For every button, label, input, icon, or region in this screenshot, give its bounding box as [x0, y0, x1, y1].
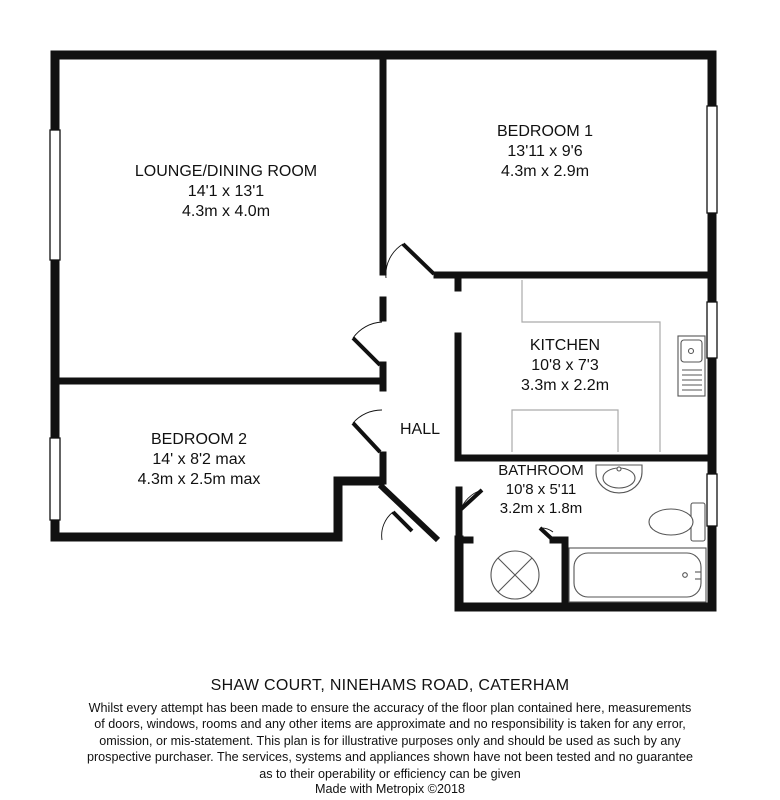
- window-lounge: [50, 130, 60, 260]
- room-label-lounge: [108, 162, 344, 222]
- cooker-outline: [512, 410, 618, 452]
- window-kitchen: [707, 302, 717, 358]
- room-label-hall: [388, 420, 452, 440]
- room-name: BEDROOM 2: [150, 431, 247, 448]
- room-name: HALL: [399, 421, 441, 438]
- room-size-metric: 4.3m x 2.5m max: [137, 471, 261, 488]
- disclaimer-line: prospective purchaser. The services, systems and appliances shown have not been tested and no guarantee: [86, 750, 694, 765]
- room-size-metric: 4.3m x 2.9m: [500, 163, 590, 180]
- cylinder-cupboard-icon: [491, 551, 539, 599]
- disclaimer-line: Whilst every attempt has been made to ensure the accuracy of the floor plan contained here, measurements: [88, 701, 692, 715]
- disclaimer: [0, 700, 780, 782]
- disclaimer-line: of doors, windows, rooms and any other items are approximate and no responsibility is taken for any error,: [94, 717, 686, 732]
- basin-icon: [596, 465, 642, 493]
- window-bedroom2: [50, 438, 60, 520]
- room-label-bathroom: [484, 461, 598, 518]
- disclaimer-line: as to their operability or efficiency can be given: [259, 766, 521, 781]
- window-bedroom1: [707, 106, 717, 213]
- room-size-imperial: 10'8 x 5'11: [505, 481, 577, 498]
- room-size-metric: 3.2m x 1.8m: [499, 500, 583, 517]
- room-size-metric: 4.3m x 4.0m: [181, 203, 271, 220]
- sink-icon: [678, 336, 705, 396]
- property-address: SHAW COURT, NINEHAMS ROAD, CATERHAM: [210, 677, 570, 694]
- room-size-imperial: 14'1 x 13'1: [187, 183, 265, 200]
- room-name: BEDROOM 1: [496, 123, 593, 140]
- metropix-credit: Made with Metropix ©2018: [315, 782, 465, 796]
- window-bathroom: [707, 474, 717, 526]
- room-label-bedroom1: [460, 122, 630, 182]
- room-name: KITCHEN: [529, 337, 601, 354]
- room-label-kitchen: [500, 336, 630, 396]
- disclaimer-line: omission, or mis-statement. This plan is for illustrative purposes only and should be used as such by any: [99, 733, 681, 748]
- room-size-imperial: 10'8 x 7'3: [531, 357, 599, 374]
- room-size-metric: 3.3m x 2.2m: [520, 377, 610, 394]
- bath-icon: [569, 548, 706, 602]
- room-label-bedroom2: [104, 430, 294, 490]
- room-size-imperial: 14' x 8'2 max: [152, 451, 246, 468]
- room-name: BATHROOM: [498, 462, 584, 479]
- room-size-imperial: 13'11 x 9'6: [507, 143, 583, 160]
- toilet-icon: [649, 503, 705, 541]
- room-name: LOUNGE/DINING ROOM: [134, 163, 318, 180]
